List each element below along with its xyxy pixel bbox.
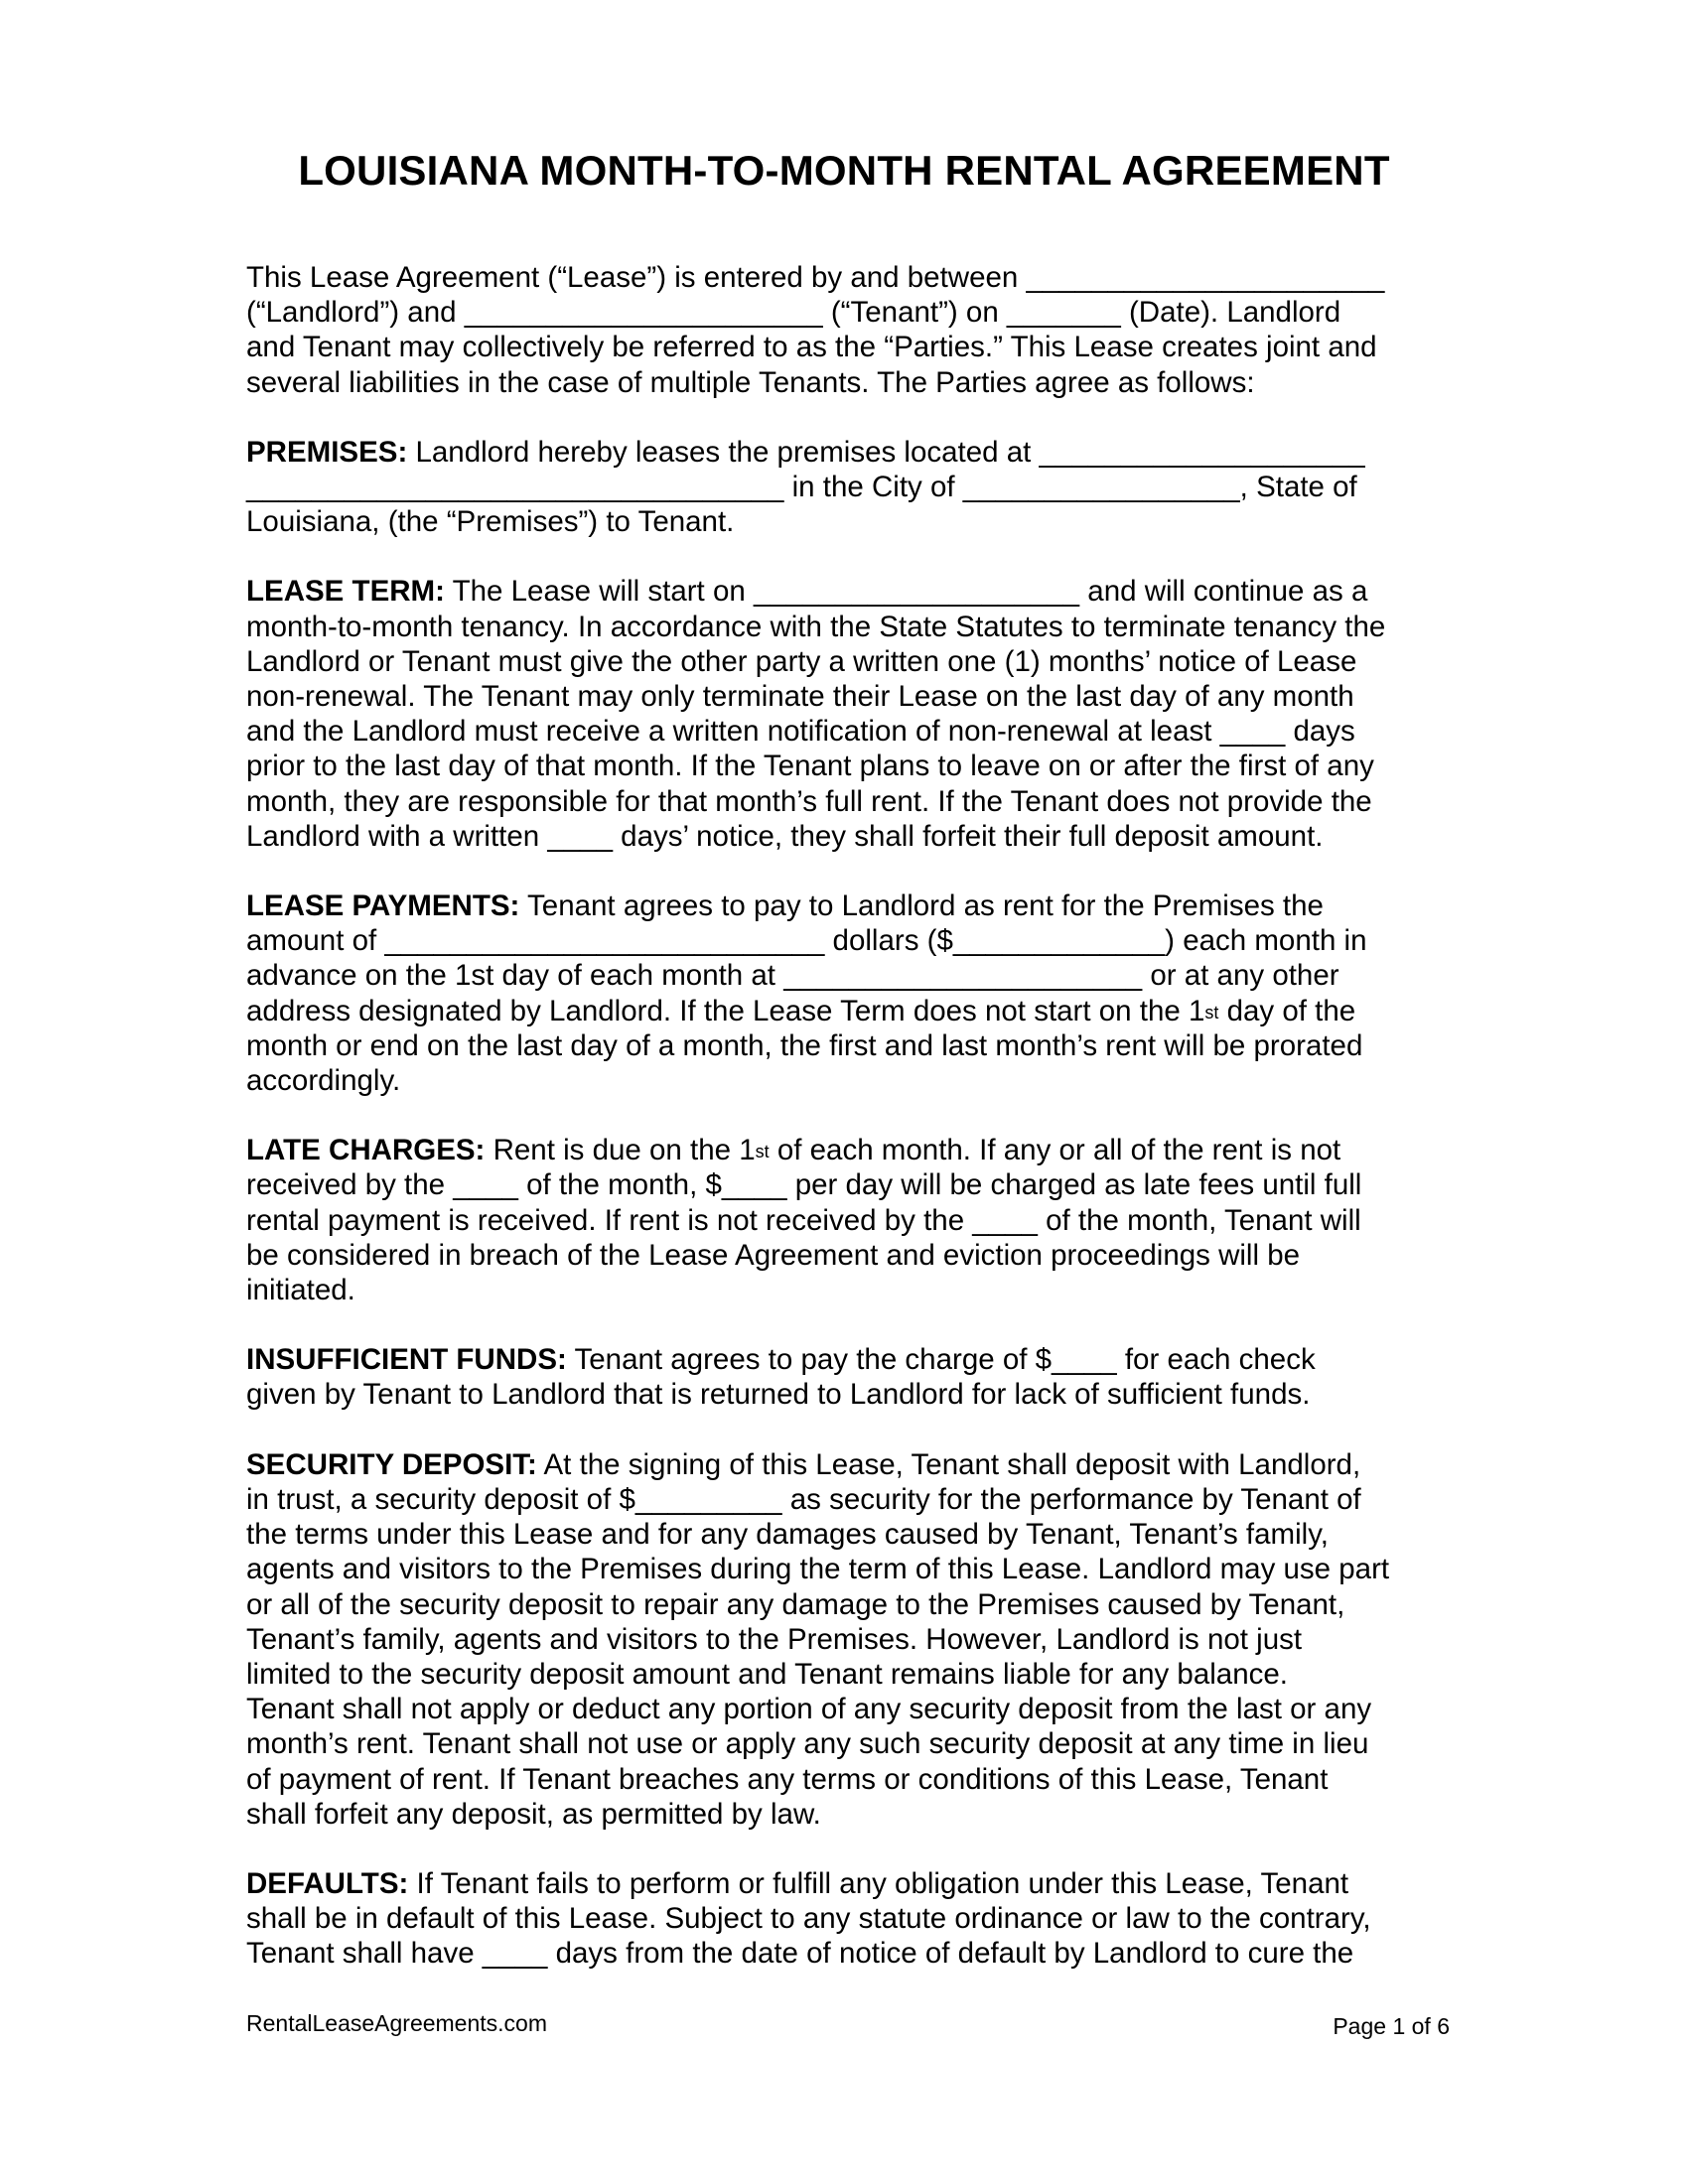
text-span: Tenant agrees to pay the charge of $____ for each check <box>566 1343 1316 1377</box>
ordinal-suffix: st <box>755 1142 770 1162</box>
text-line: Tenant shall not apply or deduct any portion of any security deposit from the last or any <box>246 1693 1372 1726</box>
text-line: received by the ____ of the month, $____ per day will be charged as late fees until full <box>246 1168 1362 1202</box>
text-line: rental payment is received. If rent is not received by the ____ of the month, Tenant will <box>246 1203 1361 1237</box>
text-line: prior to the last day of that month. If the Tenant plans to leave on or after the first of any <box>246 750 1374 783</box>
text-line: accordingly. <box>246 1064 401 1098</box>
text-line: be considered in breach of the Lease Agreement and eviction proceedings will be <box>246 1238 1301 1272</box>
text-line: several liabilities in the case of multiple Tenants. The Parties agree as follows: <box>246 365 1255 399</box>
text-span: Rent is due on the 1 <box>485 1134 756 1167</box>
text-span: If Tenant fails to perform or fulfill any obligation under this Lease, Tenant <box>408 1866 1349 1900</box>
text-line: month, they are responsible for that month’s full rent. If the Tenant does not provide the <box>246 784 1372 818</box>
text-line: given by Tenant to Landlord that is returned to Landlord for lack of sufficient funds. <box>246 1378 1311 1412</box>
text-line: non-renewal. The Tenant may only terminate their Lease on the last day of any month <box>246 680 1354 714</box>
text-line: month-to-month tenancy. In accordance with the State Statutes to terminate tenancy the <box>246 610 1386 643</box>
text-line: amount of ___________________________ dollars ($_____________) each month in <box>246 924 1367 958</box>
text-span: Tenant agrees to pay to Landlord as rent for the Premises the <box>519 889 1324 923</box>
text-line: of payment of rent. If Tenant breaches any terms or conditions of this Lease, Tenant <box>246 1762 1329 1796</box>
text-line: Landlord with a written ____ days’ notice, they shall forfeit their full deposit amount. <box>246 819 1324 853</box>
text-line: _________________________________ in the City of _________________, State of <box>246 471 1357 504</box>
text-line: (“Landlord”) and ______________________ (“Tenant”) on _______ (Date). Landlord <box>246 296 1341 330</box>
lease-term-section <box>246 574 1450 854</box>
security-deposit-section <box>246 1447 1450 1832</box>
late-charges-section <box>246 1133 1450 1307</box>
ordinal-suffix: st <box>1204 1002 1219 1023</box>
text-line: advance on the 1st day of each month at ______________________ or at any other <box>246 959 1339 993</box>
document-title: LOUISIANA MONTH-TO-MONTH RENTAL AGREEMENT <box>298 147 1390 194</box>
footer-site-link[interactable]: RentalLeaseAgreements.com <box>246 2010 547 2036</box>
document-body <box>246 260 1450 2006</box>
text-line: Tenant shall have ____ days from the date of notice of default by Landlord to cure the <box>246 1937 1354 1971</box>
text-line: This Lease Agreement (“Lease”) is entered by and between ______________________ <box>246 261 1385 294</box>
text-line: shall forfeit any deposit, as permitted by law. <box>246 1797 821 1831</box>
section-heading: LATE CHARGES: <box>246 1134 486 1167</box>
page-number: Page 1 of 6 <box>1333 2013 1450 2039</box>
text-line: in trust, a security deposit of $_________ as security for the performance by Tenant of <box>246 1482 1361 1516</box>
text-span: Landlord hereby leases the premises located at ____________________ <box>407 435 1365 469</box>
text-line: or all of the security deposit to repair any damage to the Premises caused by Tenant, <box>246 1587 1345 1621</box>
text-line: Landlord or Tenant must give the other party a written one (1) months’ notice of Lease <box>246 644 1357 678</box>
text-line: month’s rent. Tenant shall not use or apply any such security deposit at any time in lieu <box>246 1727 1369 1761</box>
text-span: address designated by Landlord. If the Lease Term does not start on the 1 <box>246 994 1205 1027</box>
section-heading: SECURITY DEPOSIT: <box>246 1447 537 1481</box>
text-span: At the signing of this Lease, Tenant shall deposit with Landlord, <box>536 1447 1361 1481</box>
text-line: the terms under this Lease and for any damages caused by Tenant, Tenant’s family, <box>246 1518 1329 1552</box>
section-heading: INSUFFICIENT FUNDS: <box>246 1343 567 1377</box>
section-heading: PREMISES: <box>246 435 408 469</box>
section-heading: DEFAULTS: <box>246 1866 409 1900</box>
text-line: agents and visitors to the Premises during the term of this Lease. Landlord may use part <box>246 1553 1390 1586</box>
text-line: and Tenant may collectively be referred to as the “Parties.” This Lease creates joint and <box>246 331 1377 364</box>
lease-payments-section <box>246 888 1450 1098</box>
text-line: limited to the security deposit amount and Tenant remains liable for any balance. <box>246 1657 1288 1691</box>
premises-section <box>246 435 1450 540</box>
section-heading: LEASE TERM: <box>246 575 445 609</box>
text-line: initiated. <box>246 1274 355 1307</box>
intro-paragraph <box>246 260 1450 400</box>
text-line: and the Landlord must receive a written notification of non-renewal at least ____ days <box>246 715 1355 749</box>
text-line: shall be in default of this Lease. Subject to any statute ordinance or law to the contrary, <box>246 1902 1371 1936</box>
defaults-section <box>246 1866 1450 1972</box>
text-span: The Lease will start on ____________________ and will continue as a <box>444 575 1368 609</box>
insufficient-funds-section <box>246 1342 1450 1412</box>
text-line: Louisiana, (the “Premises”) to Tenant. <box>246 505 735 539</box>
text-span: day of the <box>1218 994 1356 1027</box>
section-heading: LEASE PAYMENTS: <box>246 889 520 923</box>
text-line: Tenant’s family, agents and visitors to the Premises. However, Landlord is not just <box>246 1622 1303 1656</box>
text-line: month or end on the last day of a month, the first and last month’s rent will be prorated <box>246 1028 1363 1062</box>
text-span: of each month. If any or all of the rent is not <box>769 1134 1341 1167</box>
